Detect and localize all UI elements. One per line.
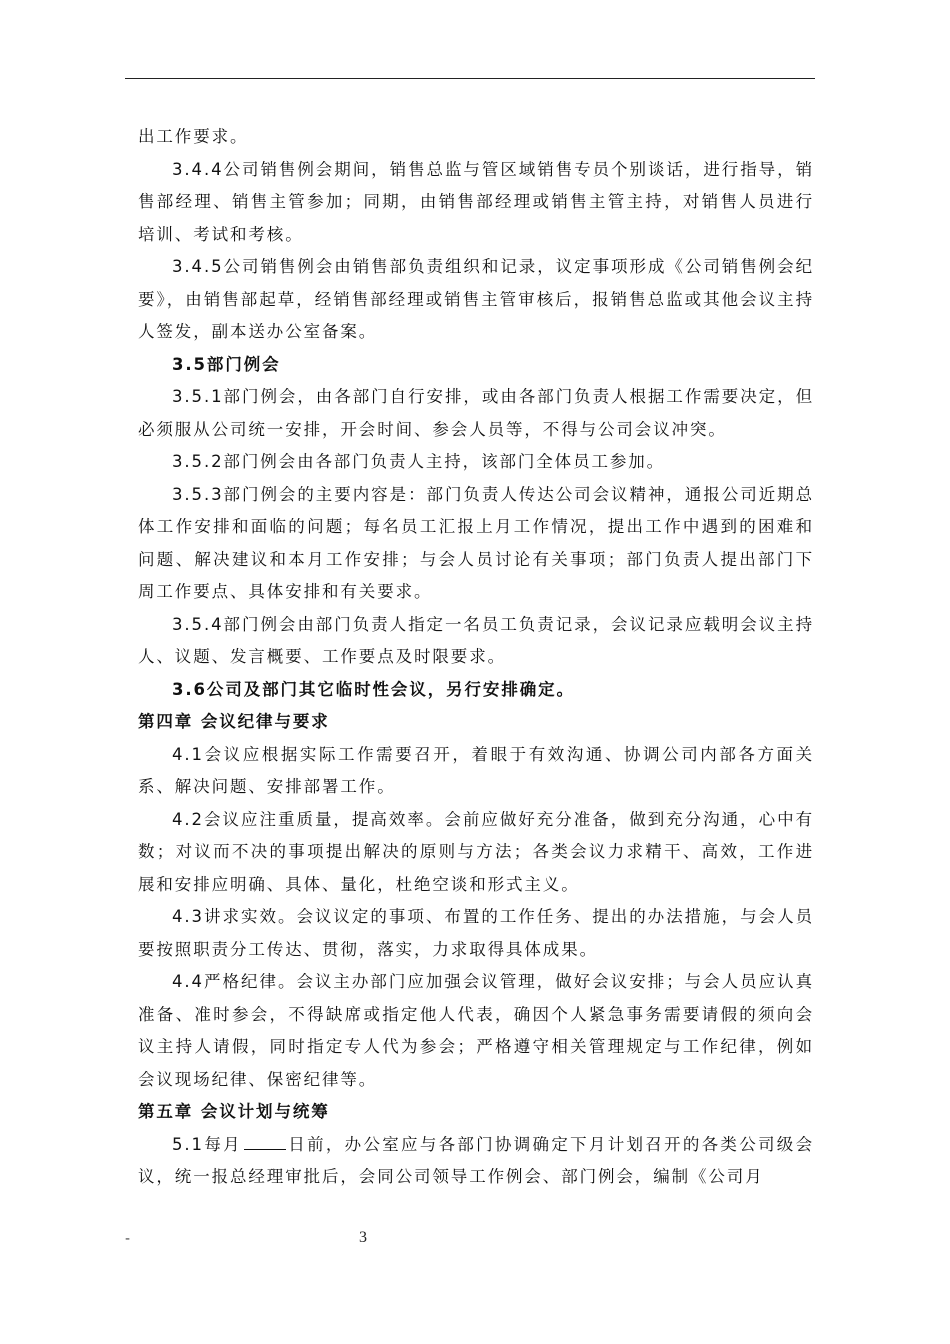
paragraph: 3.4.4公司销售例会期间，销售总监与管区域销售专员个别谈话，进行指导，销售部经理、销售主管参加；同期，由销售部经理或销售主管主持，对销售人员进行培训、考试和考核。 xyxy=(138,159,814,244)
paragraph: 3.5.4部门例会由部门负责人指定一名员工负责记录，会议记录应载明会议主持人、议题、发言概要、工作要点及时限要求。 xyxy=(138,614,814,666)
paragraph: 3.5.3部门例会的主要内容是：部门负责人传达公司会议精神，通报公司近期总体工作安排和面临的问题；每名员工汇报上月工作情况，提出工作中遇到的困难和问题、解决建议和本月工作安排；与会人员讨论有关事项；部门负责人提出部门下周工作要点、具体安排和有关要求。 xyxy=(138,484,814,601)
paragraph: 出工作要求。 xyxy=(138,127,249,146)
paragraph: 4.3讲求实效。会议议定的事项、布置的工作任务、提出的办法措施，与会人员要按照职责分工传达、贯彻，落实，力求取得具体成果。 xyxy=(138,907,814,959)
chapter-heading: 第五章 会议计划与统筹 xyxy=(138,1102,330,1121)
paragraph: 3.4.5公司销售例会由销售部负责组织和记录，议定事项形成《公司销售例会纪要》，由销售部起草，经销售部经理或销售主管审核后，报销售总监或其他会议主持人签发，副本送办公室备案。 xyxy=(138,257,814,341)
chapter-heading: 第四章 会议纪律与要求 xyxy=(138,712,330,731)
paragraph: 3.5.1部门例会，由各部门自行安排，或由各部门负责人根据工作需要决定，但必须服从公司统一安排，开会时间、参会人员等，不得与公司会议冲突。 xyxy=(138,387,814,439)
paragraph-text-before-blank: 5.1每月 xyxy=(172,1134,242,1154)
paragraph: 3.5.2部门例会由各部门负责人主持，该部门全体员工参加。 xyxy=(172,452,666,471)
fill-in-blank xyxy=(244,1133,286,1150)
footer-mark: - xyxy=(125,1231,131,1247)
section-heading: 3.6公司及部门其它临时性会议，另行安排确定。 xyxy=(172,679,575,699)
document-body xyxy=(138,121,814,1194)
header-rule xyxy=(125,78,815,79)
paragraph: 4.2会议应注重质量，提高效率。会前应做好充分准备，做到充分沟通，心中有数；对议而不决的事项提出解决的原则与方法；各类会议力求精干、高效，工作进展和安排应明确、具体、量化，杜绝空谈和形式主义。 xyxy=(138,809,814,894)
paragraph: 4.1会议应根据实际工作需要召开，着眼于有效沟通、协调公司内部各方面关系、解决问题、安排部署工作。 xyxy=(138,744,814,796)
paragraph-with-blank xyxy=(138,1129,814,1194)
paragraph-text-after-blank: 日前，办公室应与各部门协调确定下月计划召开的各类公司级会议，统一报总经理审批后，会同公司领导工作例会、部门例会，编制《公司月 xyxy=(138,1134,814,1186)
section-heading: 3.5部门例会 xyxy=(172,354,281,374)
page-number: 3 xyxy=(359,1229,367,1246)
paragraph: 4.4严格纪律。会议主办部门应加强会议管理，做好会议安排；与会人员应认真准备、准时参会，不得缺席或指定他人代表，确因个人紧急事务需要请假的须向会议主持人请假，同时指定专人代为参会；严格遵守相关管理规定与工作纪律，例如会议现场纪律、保密纪律等。 xyxy=(138,972,814,1089)
